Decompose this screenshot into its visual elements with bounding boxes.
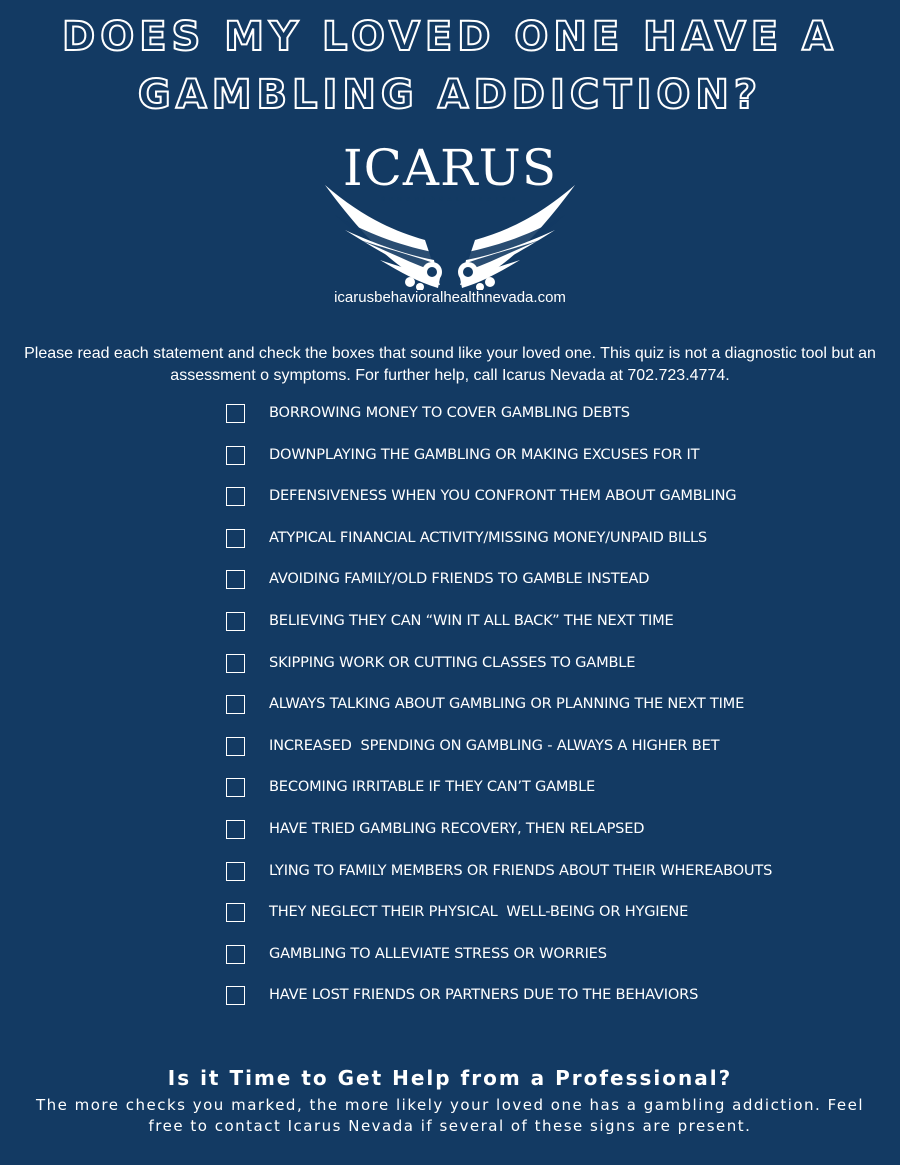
checklist-item[interactable] bbox=[226, 944, 866, 986]
checklist-item[interactable] bbox=[226, 569, 866, 611]
cta-body: The more checks you marked, the more likely your loved one has a gambling addiction. Feel free to contact Icarus Nevada if several of these signs are present. bbox=[35, 1096, 865, 1135]
checkbox[interactable] bbox=[226, 570, 245, 589]
logo-wordmark: ICARUS bbox=[342, 139, 558, 197]
checklist-item-label: DEFENSIVENESS WHEN YOU CONFRONT THEM ABOUT GAMBLING bbox=[269, 487, 737, 505]
checklist-item-label: BELIEVING THEY CAN “WIN IT ALL BACK” THE NEXT TIME bbox=[269, 611, 674, 629]
checklist-item-label: GAMBLING TO ALLEVIATE STRESS OR WORRIES bbox=[269, 944, 607, 962]
checklist-item[interactable] bbox=[226, 611, 866, 653]
checklist-item-label: HAVE LOST FRIENDS OR PARTNERS DUE TO THE BEHAVIORS bbox=[269, 986, 699, 1004]
logo-tagline: BEHAVIORAL HEALTH bbox=[380, 196, 520, 203]
checklist-item-label: AVOIDING FAMILY/OLD FRIENDS TO GAMBLE INSTEAD bbox=[269, 570, 650, 588]
checkbox[interactable] bbox=[226, 529, 245, 548]
checklist-item[interactable] bbox=[226, 777, 866, 819]
symptom-checklist bbox=[226, 403, 866, 1027]
icarus-logo bbox=[320, 140, 580, 290]
checklist-item[interactable] bbox=[226, 486, 866, 528]
checklist-item[interactable] bbox=[226, 736, 866, 778]
checklist-item-label: INCREASED SPENDING ON GAMBLING - ALWAYS A HIGHER BET bbox=[269, 736, 720, 754]
checklist-item[interactable] bbox=[226, 985, 866, 1027]
checklist-item-label: BECOMING IRRITABLE IF THEY CAN’T GAMBLE bbox=[269, 778, 596, 796]
checklist-item-label: BORROWING MONEY TO COVER GAMBLING DEBTS bbox=[269, 404, 630, 421]
checkbox[interactable] bbox=[226, 404, 245, 423]
checklist-item-label: ATYPICAL FINANCIAL ACTIVITY/MISSING MONEY/UNPAID BILLS bbox=[269, 528, 707, 546]
checklist-item[interactable] bbox=[226, 861, 866, 903]
checkbox[interactable] bbox=[226, 654, 245, 673]
checklist-item[interactable] bbox=[226, 403, 866, 445]
checklist-item[interactable] bbox=[226, 445, 866, 487]
checklist-item[interactable] bbox=[226, 528, 866, 570]
checkbox[interactable] bbox=[226, 820, 245, 839]
checkbox[interactable] bbox=[226, 945, 245, 964]
checklist-item-label: DOWNPLAYING THE GAMBLING OR MAKING EXCUSES FOR IT bbox=[269, 445, 700, 463]
website-url: icarusbehavioralhealthnevada.com bbox=[334, 289, 566, 306]
checklist-item[interactable] bbox=[226, 902, 866, 944]
checkbox[interactable] bbox=[226, 612, 245, 631]
checklist-item-label: SKIPPING WORK OR CUTTING CLASSES TO GAMBLE bbox=[269, 653, 636, 671]
intro-text: Please read each statement and check the boxes that sound like your loved one. This quiz is not a diagnostic tool but an assessment o symptoms. For further help, call Icarus Nevada at 702.723.4774. bbox=[24, 345, 876, 384]
checklist-item-label: THEY NEGLECT THEIR PHYSICAL WELL-BEING OR HYGIENE bbox=[269, 903, 689, 921]
checkbox[interactable] bbox=[226, 903, 245, 922]
checkbox[interactable] bbox=[226, 986, 245, 1005]
checklist-item-label: LYING TO FAMILY MEMBERS OR FRIENDS ABOUT THEIR WHEREABOUTS bbox=[269, 861, 773, 879]
checklist-item-label: HAVE TRIED GAMBLING RECOVERY, THEN RELAPSED bbox=[269, 819, 645, 837]
checkbox[interactable] bbox=[226, 778, 245, 797]
checklist-item[interactable] bbox=[226, 819, 866, 861]
cta-heading: Is it Time to Get Help from a Professional? bbox=[167, 1066, 733, 1090]
checkbox[interactable] bbox=[226, 695, 245, 714]
checkbox[interactable] bbox=[226, 446, 245, 465]
checkbox[interactable] bbox=[226, 737, 245, 756]
checklist-item[interactable] bbox=[226, 694, 866, 736]
checkbox[interactable] bbox=[226, 487, 245, 506]
checklist-item[interactable] bbox=[226, 653, 866, 695]
page-title: DOES MY LOVED ONE HAVE A GAMBLING ADDICTION? bbox=[62, 14, 838, 118]
checklist-item-label: ALWAYS TALKING ABOUT GAMBLING OR PLANNING THE NEXT TIME bbox=[269, 695, 745, 713]
checkbox[interactable] bbox=[226, 862, 245, 881]
